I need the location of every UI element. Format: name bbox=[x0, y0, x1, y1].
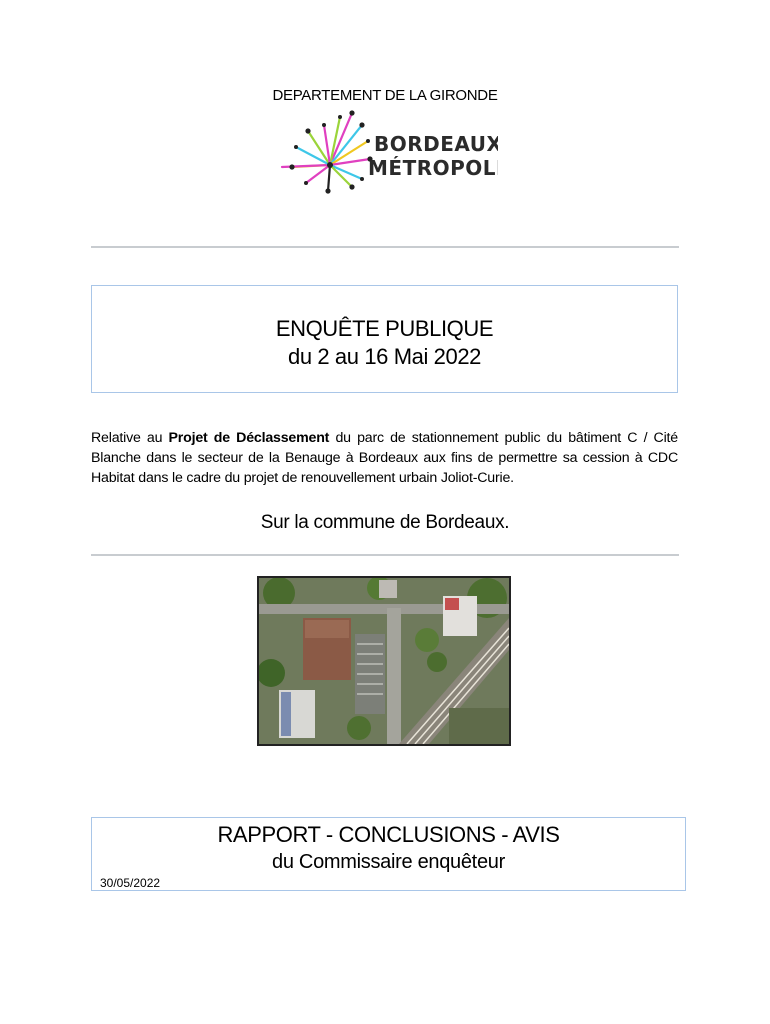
report-subtitle: du Commissaire enquêteur bbox=[272, 851, 505, 873]
description-bold: Projet de Déclassement bbox=[168, 430, 330, 446]
title-box bbox=[91, 285, 678, 393]
report-title: RAPPORT - CONCLUSIONS - AVIS bbox=[217, 822, 560, 847]
bordeaux-metropole-logo bbox=[278, 107, 498, 197]
commune-line: Sur la commune de Bordeaux. bbox=[260, 512, 510, 533]
department-heading: DEPARTEMENT DE LA GIRONDE bbox=[272, 87, 498, 104]
divider bbox=[91, 246, 679, 248]
description-rest: du parc de stationnement public du bâtiment C / Cité Blanche dans le secteur de la Benauge à Bordeaux aux fins de permettre sa cession à CDC Habitat dans le cadre du projet de renouvellement urbain Joliot-Curie. bbox=[91, 430, 678, 486]
survey-dates: du 2 au 16 Mai 2022 bbox=[288, 344, 481, 369]
description-paragraph bbox=[91, 428, 678, 488]
divider bbox=[91, 554, 679, 556]
logo-text-line2: MÉTROPOLE bbox=[368, 156, 498, 180]
survey-title: ENQUÊTE PUBLIQUE bbox=[275, 316, 494, 341]
report-date: 30/05/2022 bbox=[100, 876, 161, 890]
report-box bbox=[91, 817, 686, 891]
aerial-photo bbox=[257, 576, 511, 746]
description-prefix: Relative au bbox=[91, 430, 169, 446]
logo-text-line1: BORDEAUX bbox=[374, 132, 498, 156]
starburst-icon bbox=[282, 113, 370, 191]
